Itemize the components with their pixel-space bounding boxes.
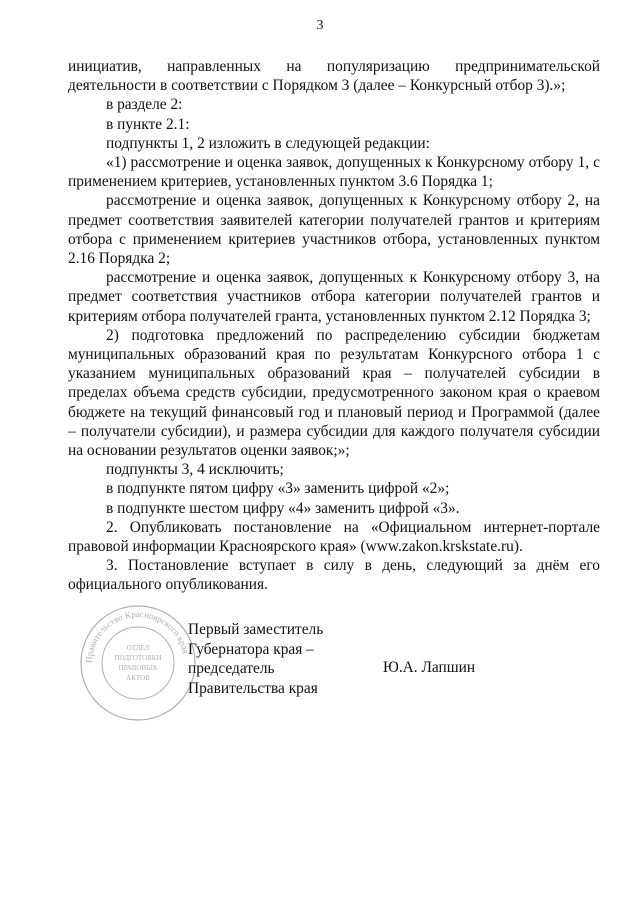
paragraph-1: инициатив, направленных на популяризацию предпринимательской деятельности в соответствии с Порядком 3 (далее – Конкурсный отбор 3).»;	[68, 58, 600, 95]
paragraph-6: рассмотрение и оценка заявок, допущенных к Конкурсному отбору 2, на предмет соответствия заявителей категории получателей грантов и критериям отбора с применением критериев участников отбора, установленных пунктом 2.16 Порядка 2;	[68, 192, 600, 268]
paragraph-12: 2. Опубликовать постановление на «Официальном интернет-портале правовой информации Красноярского края» (www.zakon.krskstate.ru).	[68, 518, 600, 556]
signature-position-line-2: Губернатора края –	[188, 640, 314, 658]
paragraph-5: «1) рассмотрение и оценка заявок, допущенных к Конкурсному отбору 1, с применением критериев, установленных пунктом 3.6 Порядка 1;	[68, 154, 600, 191]
seal-inner-line-3: ПРАВОВЫХ	[118, 664, 158, 672]
seal-inner-line-2: ПОДГОТОВКИ	[114, 654, 162, 662]
paragraph-11: в подпункте шестом цифру «4» заменить цифрой «3».	[106, 499, 460, 517]
paragraph-4: подпункты 1, 2 изложить в следующей редакции:	[106, 134, 430, 152]
signature-position-line-4: Правительства края	[188, 679, 318, 697]
signature-position-line-1: Первый заместитель	[188, 621, 324, 638]
paragraph-13: 3. Постановление вступает в силу в день, следующий за днём его официального опубликования.	[68, 557, 600, 594]
signature-position	[188, 620, 323, 698]
page-number: 3	[316, 18, 324, 33]
paragraph-8: 2) подготовка предложений по распределению субсидии бюджетам муниципальных образований края по результатам Конкурсного отбора 1 с указанием муниципальных образований края – получателей субсидии в пределах объема средств субсидии, предусмотренного законом края о краевом бюджете на текущий финансовый год и плановый период и Программой (далее – получатели субсидии), и размера субсидии для каждого получателя субсидии на основании результатов оценки заявок;»;	[68, 326, 600, 460]
seal-inner-line-4: АКТОВ	[126, 674, 150, 682]
seal-outer-text: Правительство Красноярского края	[83, 608, 191, 664]
signature-position-line-3: председатель	[188, 660, 275, 677]
seal-inner-ring	[102, 627, 174, 699]
paragraph-2: в разделе 2:	[106, 96, 183, 114]
paragraph-7: рассмотрение и оценка заявок, допущенных к Конкурсному отбору 3, на предмет соответствия участников отбора категории получателей грантов и критериям отбора получателей гранта, установленных пунктом 2.12 Порядка 3;	[68, 269, 600, 325]
seal-inner-line-1: ОТДЕЛ	[126, 644, 150, 652]
document-body	[68, 57, 600, 595]
seal-stamp	[78, 603, 198, 723]
signature-name: Ю.А. Лапшин	[383, 659, 476, 676]
paragraph-9: подпункты 3, 4 исключить;	[106, 461, 284, 479]
seal-outer-ring	[81, 606, 195, 720]
paragraph-3: в пункте 2.1:	[106, 115, 190, 133]
paragraph-10: в подпункте пятом цифру «3» заменить цифрой «2»;	[106, 480, 450, 498]
